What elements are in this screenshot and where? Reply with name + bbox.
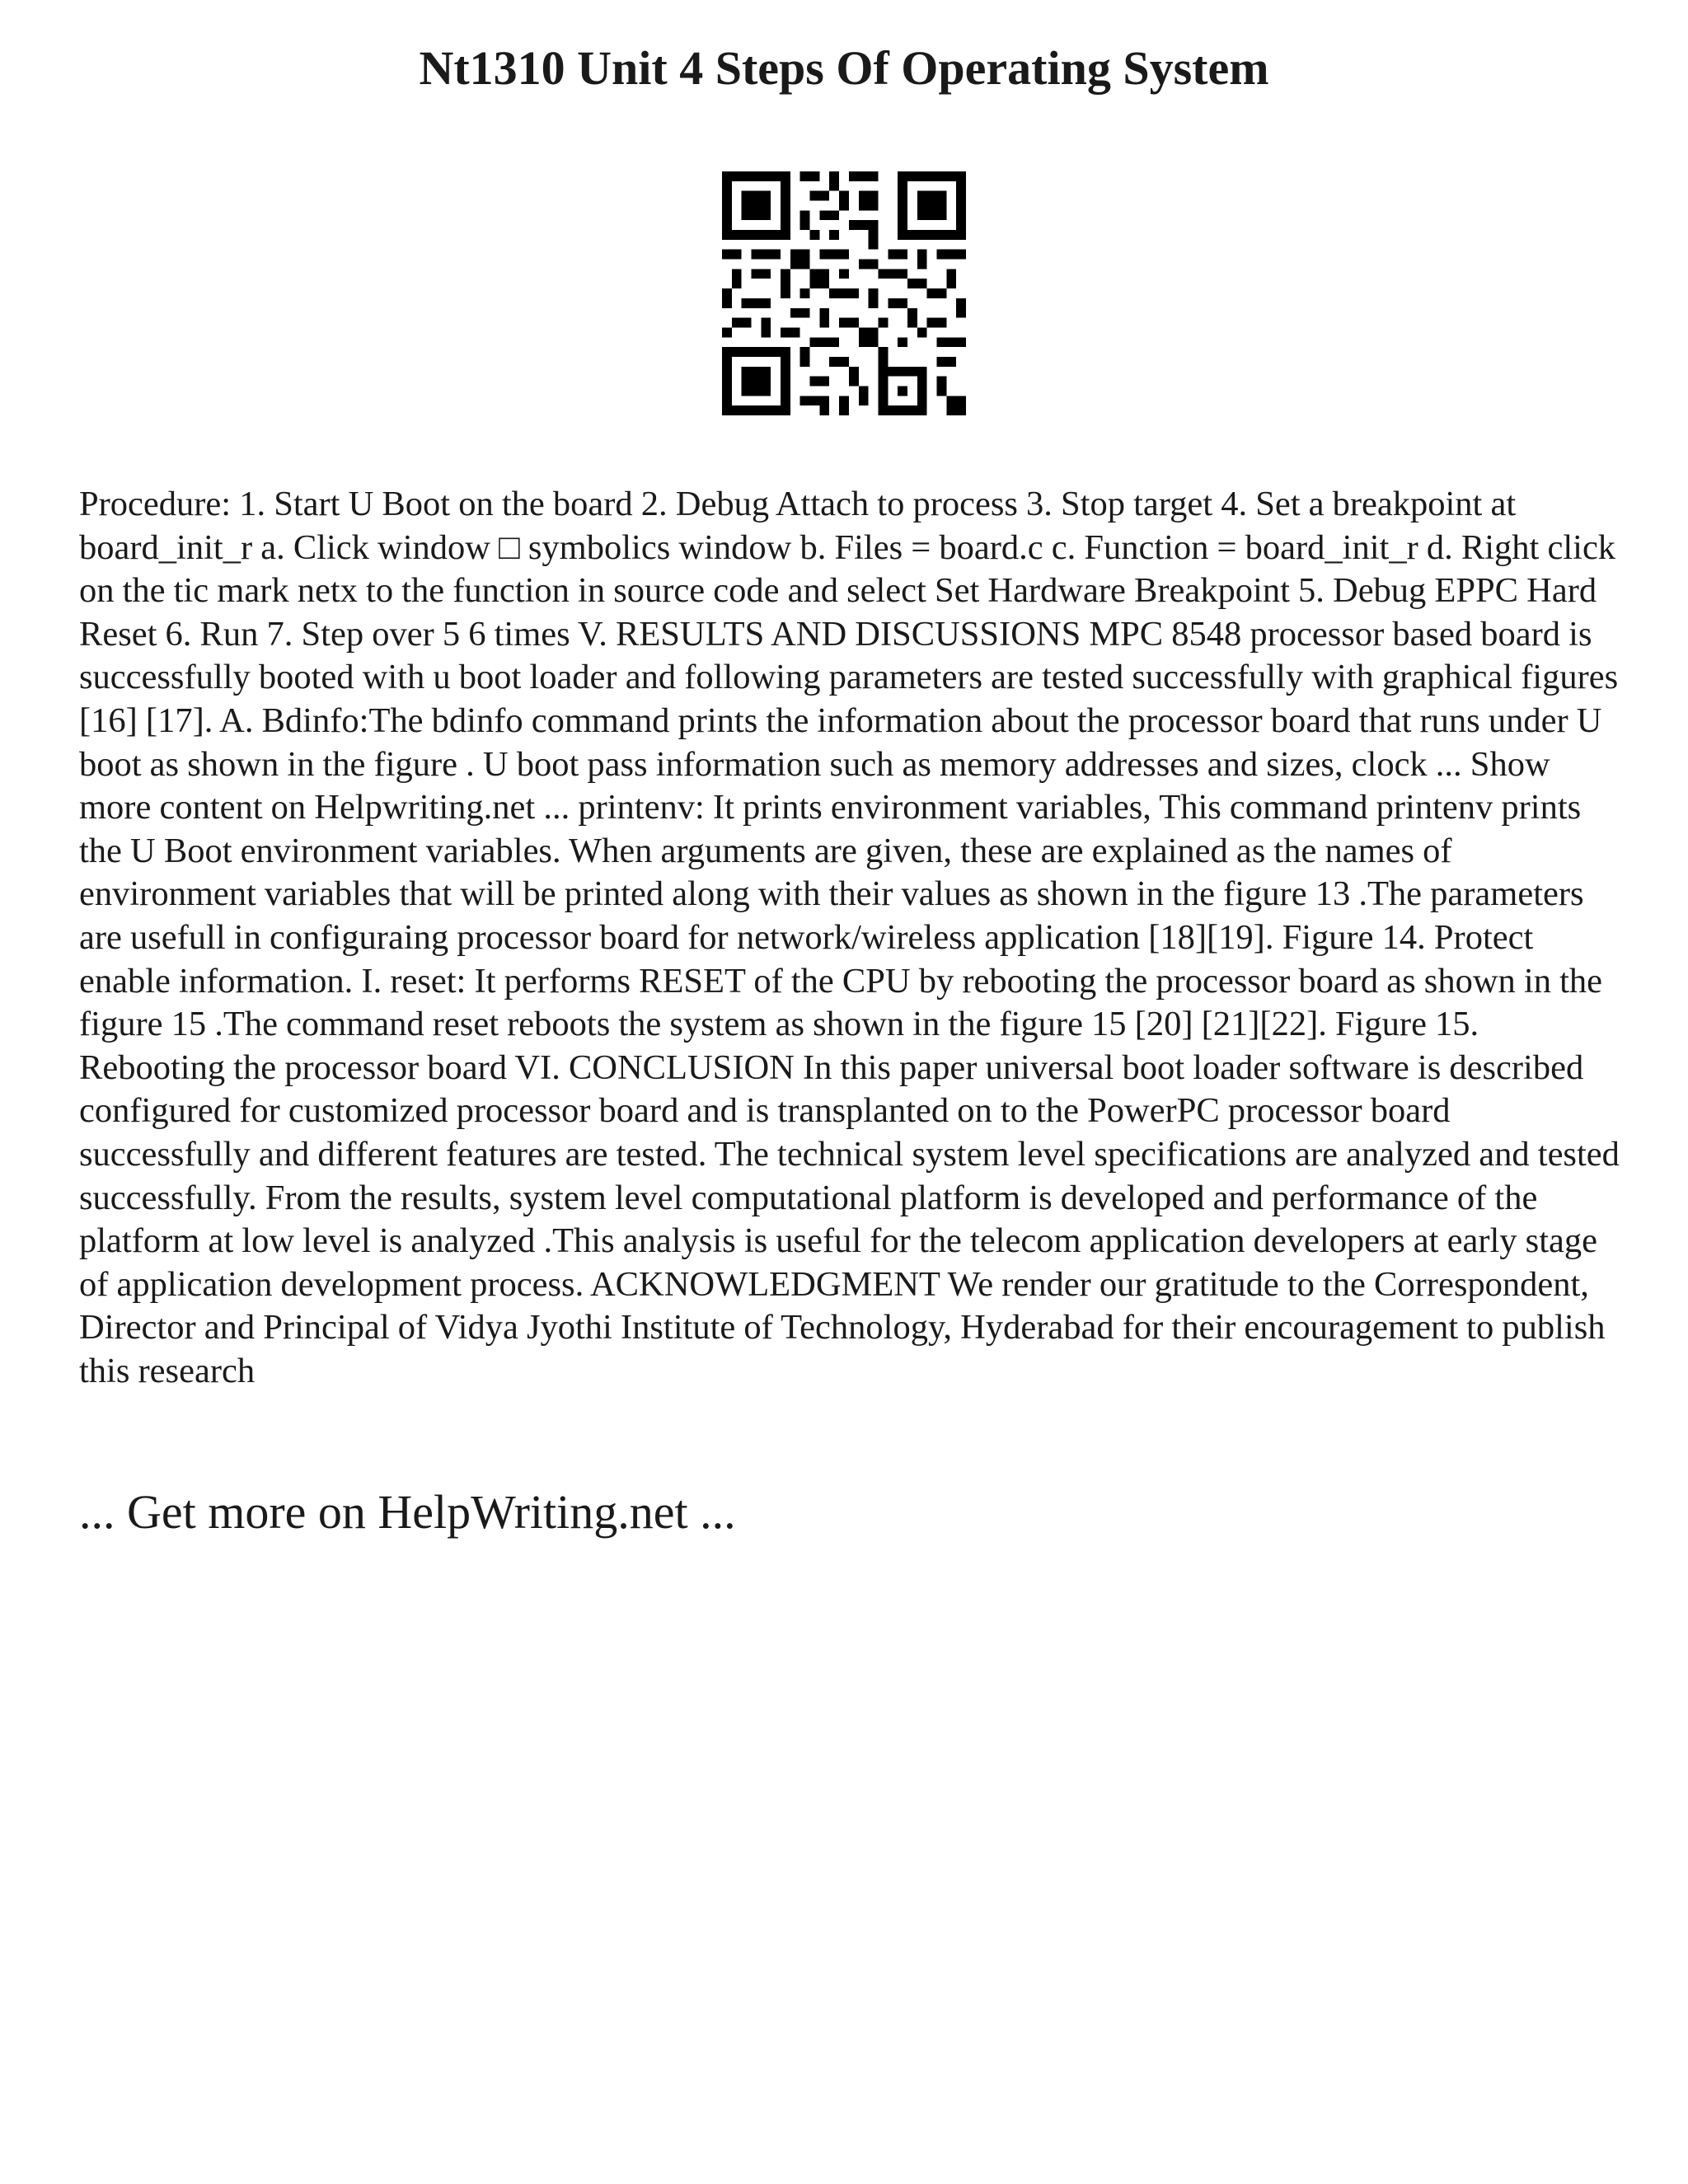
get-more-link[interactable]: ... Get more on HelpWriting.net ...: [79, 1485, 736, 1539]
article-body: Procedure: 1. Start U Boot on the board 2. Debug Attach to process 3. Stop target 4. Set a breakpoint at board_init_r a. Click window □ symbolics window b. Files = board.c c. Function = board_init_r d. Right click on the tic mark netx to the function in source code and select Set Hardware Breakpoint 5. Debug EPPC Hard Reset 6. Run 7. Step over 5 6 times V. RESULTS AND DISCUSSIONS MPC 8548 processor based board is successfully booted with u boot loader and following parameters are tested successfully with graphical figures [16] [17]. A. Bdinfo:The bdinfo command prints the information about the processor board that runs under U boot as shown in the figure . U boot pass information such as memory addresses and sizes, clock ... Show more content on Helpwriting.net ... printenv: It prints environment variables, This command printenv prints the U Boot environment variables. When arguments are given, these are explained as the names of environment variables that will be printed along with their values as shown in the figure 13 .The parameters are usefull in configuraing processor board for network/wireless application [18][19]. Figure 14. Protect enable information. I. reset: It performs RESET of the CPU by rebooting the processor board as shown in the figure 15 .The command reset reboots the system as shown in the figure 15 [20] [21][22]. Figure 15. Rebooting the processor board VI. CONCLUSION In this paper universal boot loader software is described configured for customized processor board and is transplanted on to the PowerPC processor board successfully and different features are tested. The technical system level specifications are analyzed and tested successfully. From the results, system level computational platform is developed and performance of the platform at low level is analyzed .This analysis is useful for the telecom application developers at early stage of application development process. ACKNOWLEDGMENT We render our gratitude to the Correspondent, Director and Principal of Vidya Jyothi Institute of Technology, Hyderabad for their encouragement to publish this research: [79, 485, 1620, 1390]
page-title: Nt1310 Unit 4 Steps Of Operating System: [419, 41, 1269, 95]
qr-code-icon[interactable]: [722, 171, 966, 415]
